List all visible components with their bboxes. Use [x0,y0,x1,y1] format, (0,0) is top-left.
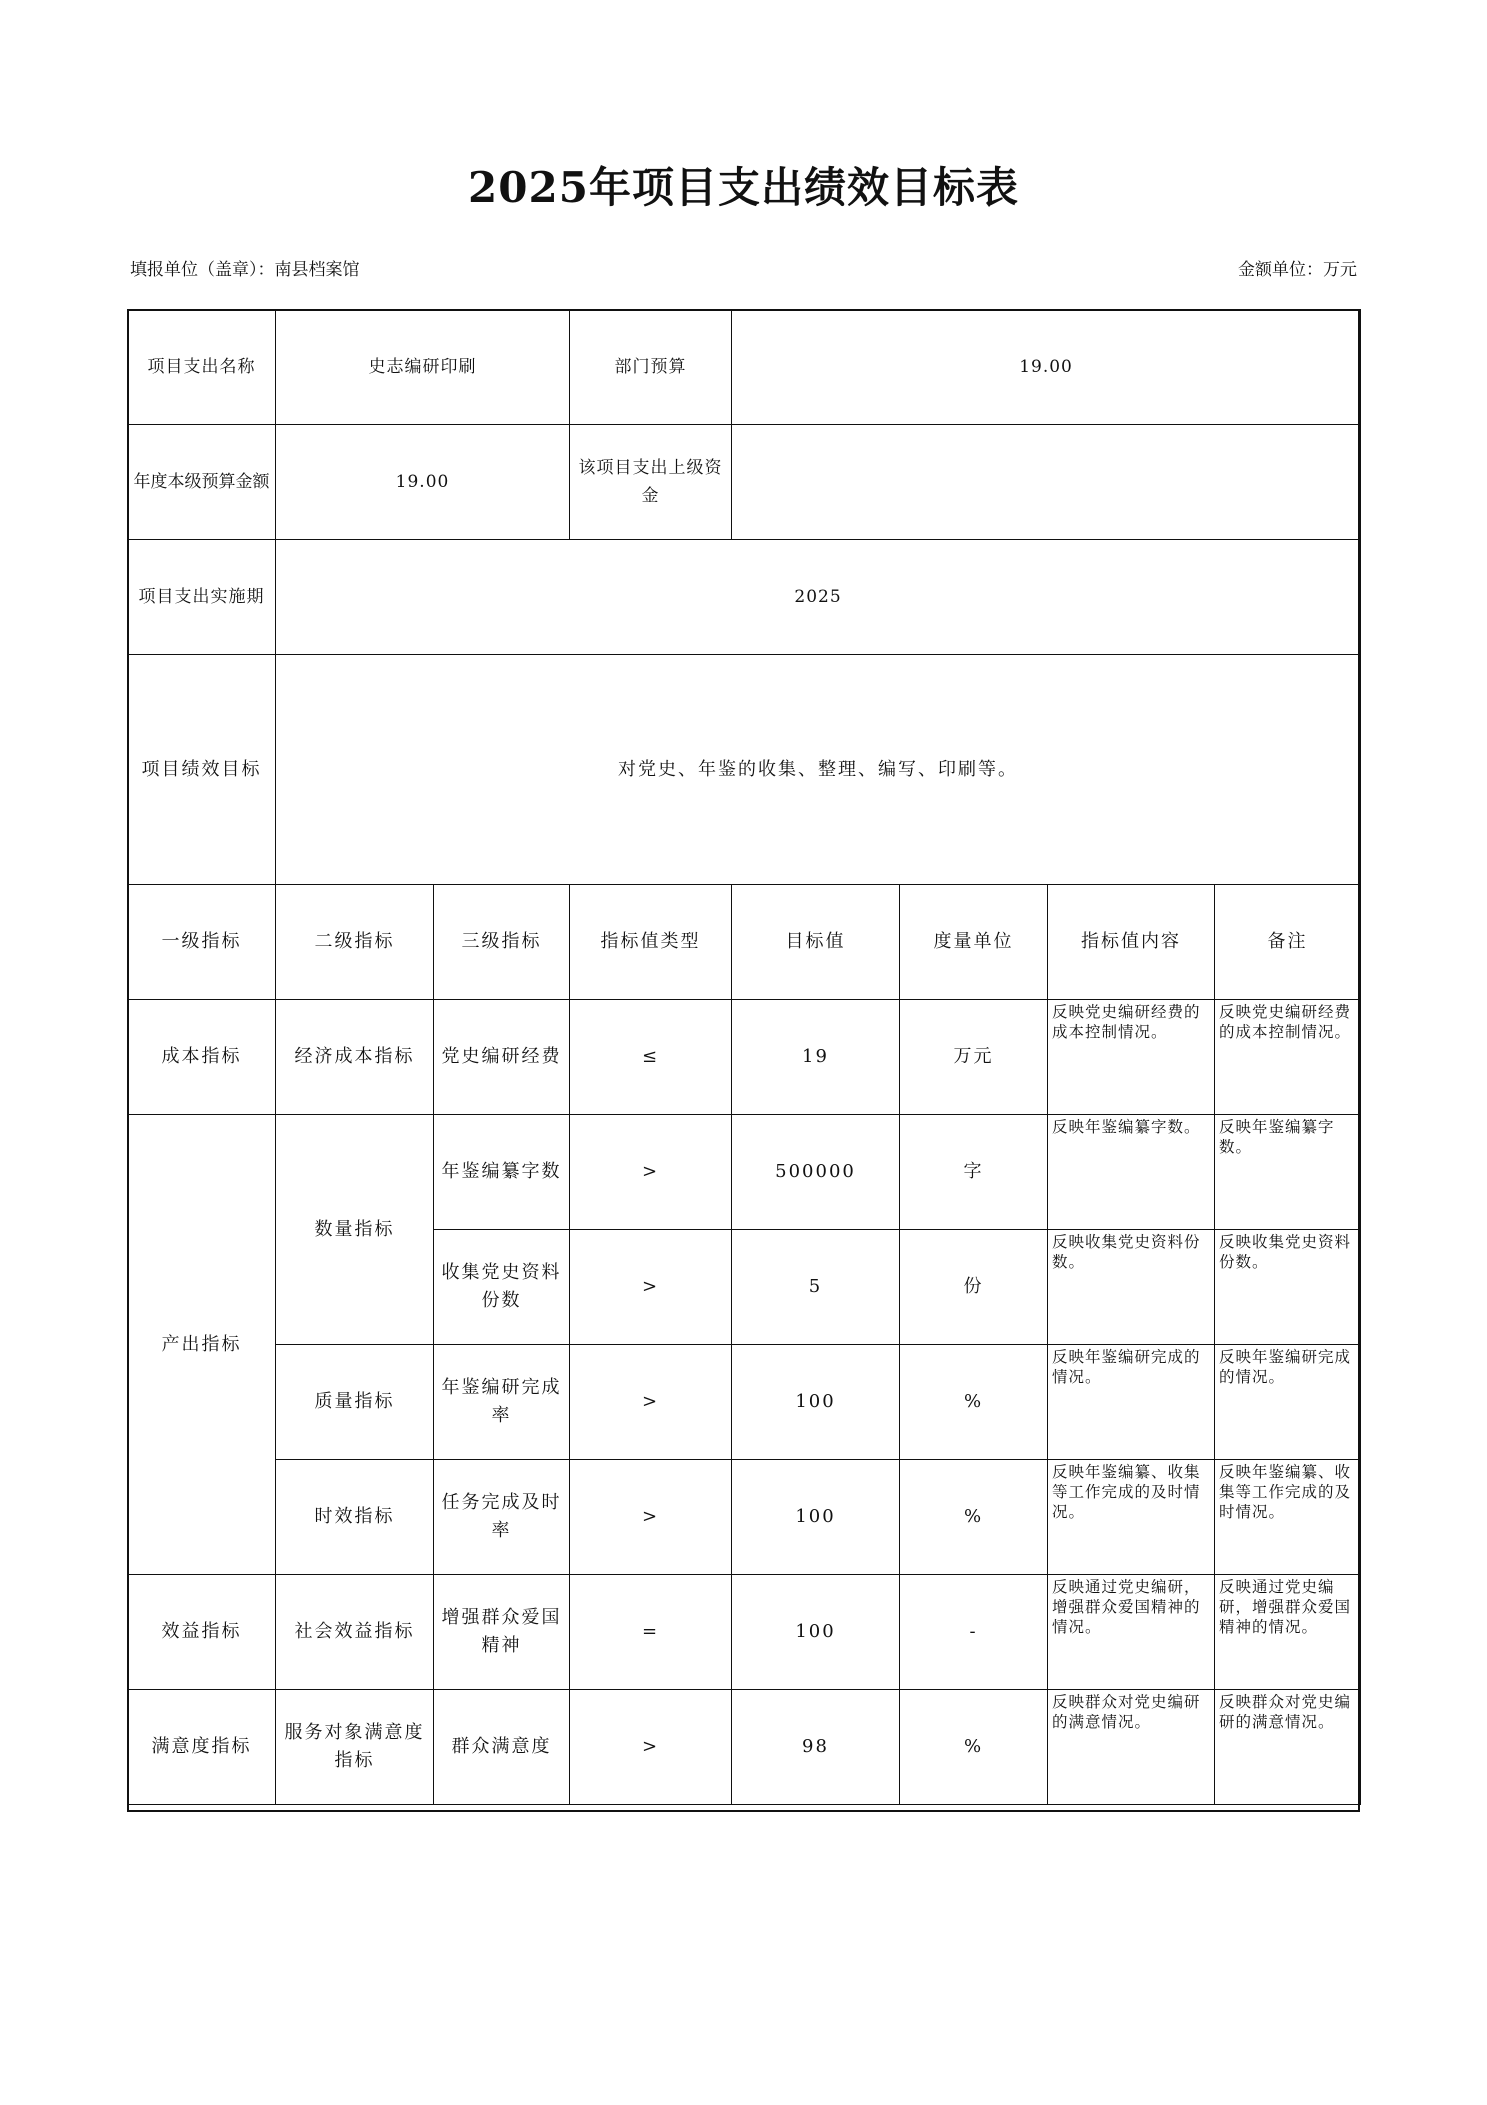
info-row-period [128,540,1361,655]
remark: 反映党史编研经费的成本控制情况。 [1215,1000,1361,1115]
goal-value: 对党史、年鉴的收集、整理、编写、印刷等。 [276,655,1361,885]
indicator-content: 反映通过党史编研，增强群众爱国精神的情况。 [1048,1575,1215,1690]
col-header-unit: 度量单位 [900,885,1048,1000]
column-header-row [128,885,1361,1000]
remark: 反映年鉴编研完成的情况。 [1215,1345,1361,1460]
remark: 反映收集党史资料份数。 [1215,1230,1361,1345]
project-name-value: 史志编研印刷 [276,310,570,425]
value-type: > [570,1690,732,1805]
indicator-name: 党史编研经费 [434,1000,570,1115]
remark: 反映年鉴编纂、收集等工作完成的及时情况。 [1215,1460,1361,1575]
value-type: > [570,1460,732,1575]
info-row-budget [128,425,1361,540]
measure-unit: % [900,1460,1048,1575]
subgroup-service-satisfaction: 服务对象满意度指标 [276,1690,434,1805]
target-value: 19 [732,1000,900,1115]
measure-unit: 份 [900,1230,1048,1345]
target-value: 100 [732,1345,900,1460]
subgroup-timeliness: 时效指标 [276,1460,434,1575]
table-row [128,1575,1361,1690]
indicator-name: 年鉴编研完成率 [434,1345,570,1460]
target-value: 500000 [732,1115,900,1230]
value-type: > [570,1115,732,1230]
col-header-target: 目标值 [732,885,900,1000]
value-type: > [570,1345,732,1460]
subgroup-quality: 质量指标 [276,1345,434,1460]
table-row [128,1460,1361,1575]
col-header-level2: 二级指标 [276,885,434,1000]
indicator-content: 反映年鉴编纂、收集等工作完成的及时情况。 [1048,1460,1215,1575]
superior-funds-value [732,425,1361,540]
subgroup-quantity: 数量指标 [276,1115,434,1345]
indicator-name: 群众满意度 [434,1690,570,1805]
col-header-remark: 备注 [1215,885,1361,1000]
subgroup-economic-cost: 经济成本指标 [276,1000,434,1115]
period-label: 项目支出实施期 [128,540,276,655]
measure-unit: 字 [900,1115,1048,1230]
indicator-content: 反映党史编研经费的成本控制情况。 [1048,1000,1215,1115]
remark: 反映年鉴编纂字数。 [1215,1115,1361,1230]
period-value: 2025 [276,540,1361,655]
value-type: = [570,1575,732,1690]
indicator-content: 反映年鉴编研完成的情况。 [1048,1345,1215,1460]
group-satisfaction: 满意度指标 [128,1690,276,1805]
table-row [128,1345,1361,1460]
measure-unit: - [900,1575,1048,1690]
indicator-name: 任务完成及时率 [434,1460,570,1575]
col-header-content: 指标值内容 [1048,885,1215,1000]
dept-budget-label: 部门预算 [570,310,732,425]
group-output: 产出指标 [128,1115,276,1575]
annual-budget-label: 年度本级预算金额 [128,425,276,540]
annual-budget-value: 19.00 [276,425,570,540]
target-value: 100 [732,1575,900,1690]
group-benefit: 效益指标 [128,1575,276,1690]
performance-table [127,309,1361,1805]
target-value: 98 [732,1690,900,1805]
table-row [128,1690,1361,1805]
value-type: ≤ [570,1000,732,1115]
indicator-name: 年鉴编纂字数 [434,1115,570,1230]
info-row-name [128,310,1361,425]
remark: 反映通过党史编研，增强群众爱国精神的情况。 [1215,1575,1361,1690]
col-header-level1: 一级指标 [128,885,276,1000]
info-row-goal [128,655,1361,885]
project-name-label: 项目支出名称 [128,310,276,425]
table-row [128,1000,1361,1115]
page-title: 2025年项目支出绩效目标表 [468,163,1019,212]
target-value: 100 [732,1460,900,1575]
indicator-content: 反映收集党史资料份数。 [1048,1230,1215,1345]
indicator-content: 反映年鉴编纂字数。 [1048,1115,1215,1230]
superior-funds-label: 该项目支出上级资金 [570,425,732,540]
measure-unit: 万元 [900,1000,1048,1115]
target-value: 5 [732,1230,900,1345]
amount-unit: 金额单位：万元 [1238,260,1357,280]
group-cost: 成本指标 [128,1000,276,1115]
indicator-name: 增强群众爱国精神 [434,1575,570,1690]
remark: 反映群众对党史编研的满意情况。 [1215,1690,1361,1805]
indicator-content: 反映群众对党史编研的满意情况。 [1048,1690,1215,1805]
measure-unit: % [900,1690,1048,1805]
subgroup-social-benefit: 社会效益指标 [276,1575,434,1690]
col-header-value-type: 指标值类型 [570,885,732,1000]
value-type: > [570,1230,732,1345]
dept-budget-value: 19.00 [732,310,1361,425]
indicator-name: 收集党史资料份数 [434,1230,570,1345]
reporting-unit: 填报单位（盖章）：南县档案馆 [130,260,360,280]
goal-label: 项目绩效目标 [128,655,276,885]
col-header-level3: 三级指标 [434,885,570,1000]
table-row [128,1115,1361,1230]
measure-unit: % [900,1345,1048,1460]
